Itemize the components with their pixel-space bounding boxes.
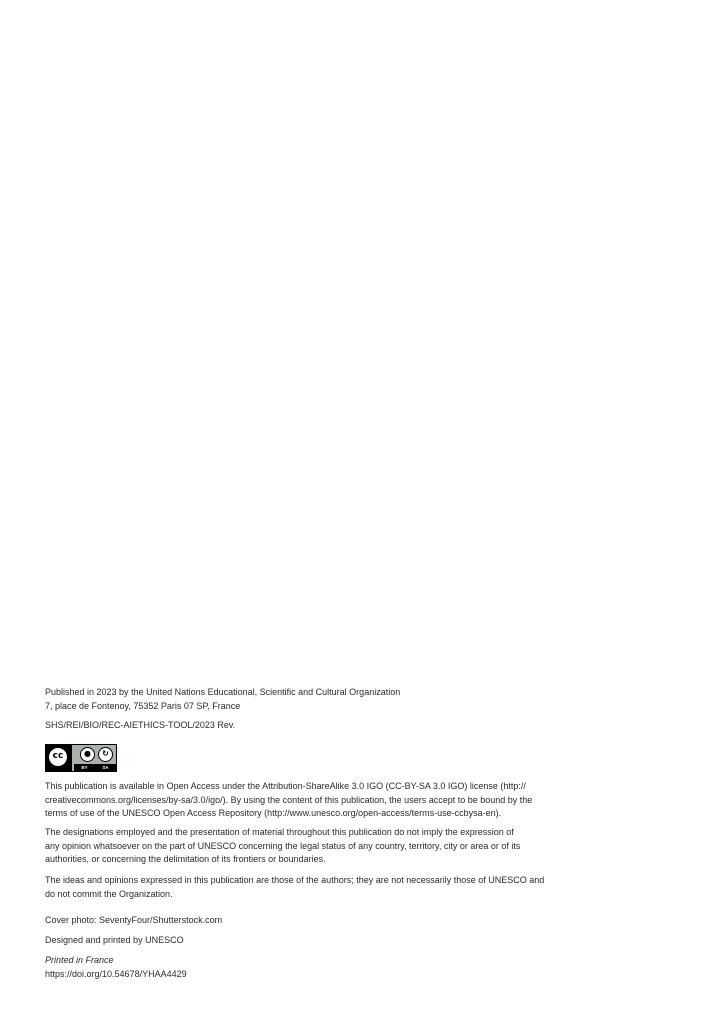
cover-photo-text: Cover photo: SeventyFour/Shutterstock.com [45,915,223,925]
designed-by-text: Designed and printed by UNESCO [45,935,184,945]
designations-line: authorities, or concerning the delimitation of its frontiers or boundaries. [45,854,326,864]
cc-logo-background [46,745,72,771]
designations-line: any opinion whatsoever on the part of UNESCO concerning the legal status of any country, territory, city or area or of its [45,840,521,851]
address-line: 7, place de Fontenoy, 75352 Paris 07 SP, France [45,700,241,711]
license-line: creativecommons.org/licenses/by-sa/3.0/igo/). By using the content of this publication, the users accept to be bound by the [45,794,533,805]
license-line: This publication is available in Open Access under the Attribution-ShareAlike 3.0 IGO (CC-BY-SA 3.0 IGO) license (http:// [45,781,526,791]
ideas-line: do not commit the Organization. [45,888,173,899]
ideas-paragraph [45,874,590,901]
reference-text: SHS/REI/BIO/REC-AIETHICS-TOOL/2023 Rev. [45,720,236,730]
publisher-block [45,686,590,713]
sa-label: SA [102,765,109,770]
cc-icon: cc [48,747,68,767]
designations-line: The designations employed and the presentation of material throughout this publication do not imply the expression of [45,827,514,837]
cover-photo-credit [45,914,590,928]
designed-by [45,934,590,948]
printed-in: Printed in France [45,955,114,965]
by-label: BY [81,765,88,770]
person-icon: ● [80,747,95,762]
cc-license-badge [45,744,590,772]
cc-by-sa-logo [45,744,117,772]
designations-paragraph [45,826,590,867]
cc-labels [74,764,116,771]
doi-link[interactable]: https://doi.org/10.54678/YHAA4429 [45,968,187,979]
share-alike-icon: ↻ [98,747,113,762]
publisher-line: Published in 2023 by the United Nations Educational, Scientific and Cultural Organization [45,687,401,697]
license-paragraph [45,780,590,821]
license-line: terms of use of the UNESCO Open Access Repository (http://www.unesco.org/open-access/terms-use-ccbysa-en). [45,808,502,818]
ideas-line: The ideas and opinions expressed in this publication are those of the authors; they are not necessarily those of UNESCO and [45,875,545,885]
print-info [45,954,590,981]
reference-code [45,719,590,733]
